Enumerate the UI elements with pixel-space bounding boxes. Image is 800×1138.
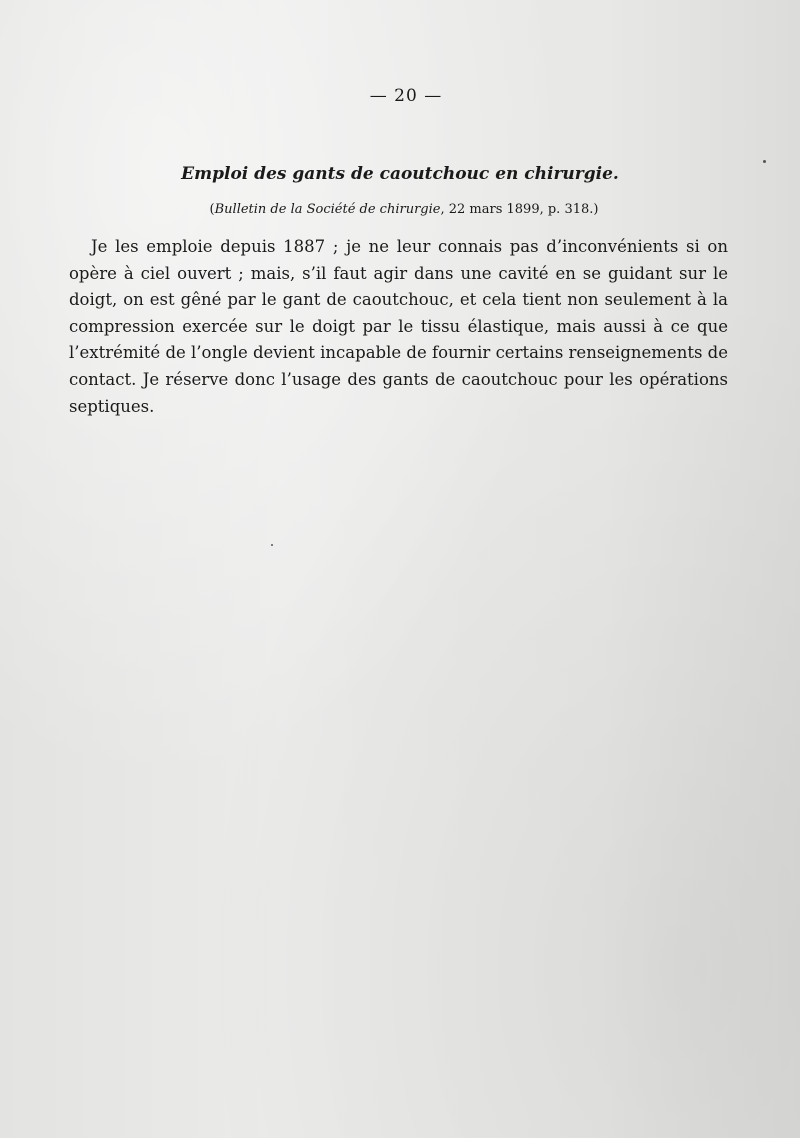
citation-details: , 22 mars 1899, p. 318.) [440,202,599,217]
paper-speck [763,160,766,163]
paper-speck [271,544,273,546]
body-paragraph: Je les emploie depuis 1887 ; je ne leur connais pas d’inconvénients si on opère à ciel ouvert ; mais, s’il faut agir dans une cavité en se guidant sur le doigt, on est gêné par le gant de caoutchouc, et cela tient non seulement à la compression exercée sur le doigt par le tissu élastique, mais aussi à ce que l’extrémité de l’ongle devient incapable de fournir certains renseignements de contact. Je réserve donc l’usage des gants de caoutchouc pour les opérations septiques. [69,237,728,416]
article-title: Emploi des gants de caoutchouc en chirurgie. [181,164,619,184]
citation-open-paren: ( [209,202,215,217]
citation-journal: Bulletin de la Société de chirurgie [214,202,441,217]
source-citation [0,202,800,217]
page-number: — 20 — [369,86,443,106]
